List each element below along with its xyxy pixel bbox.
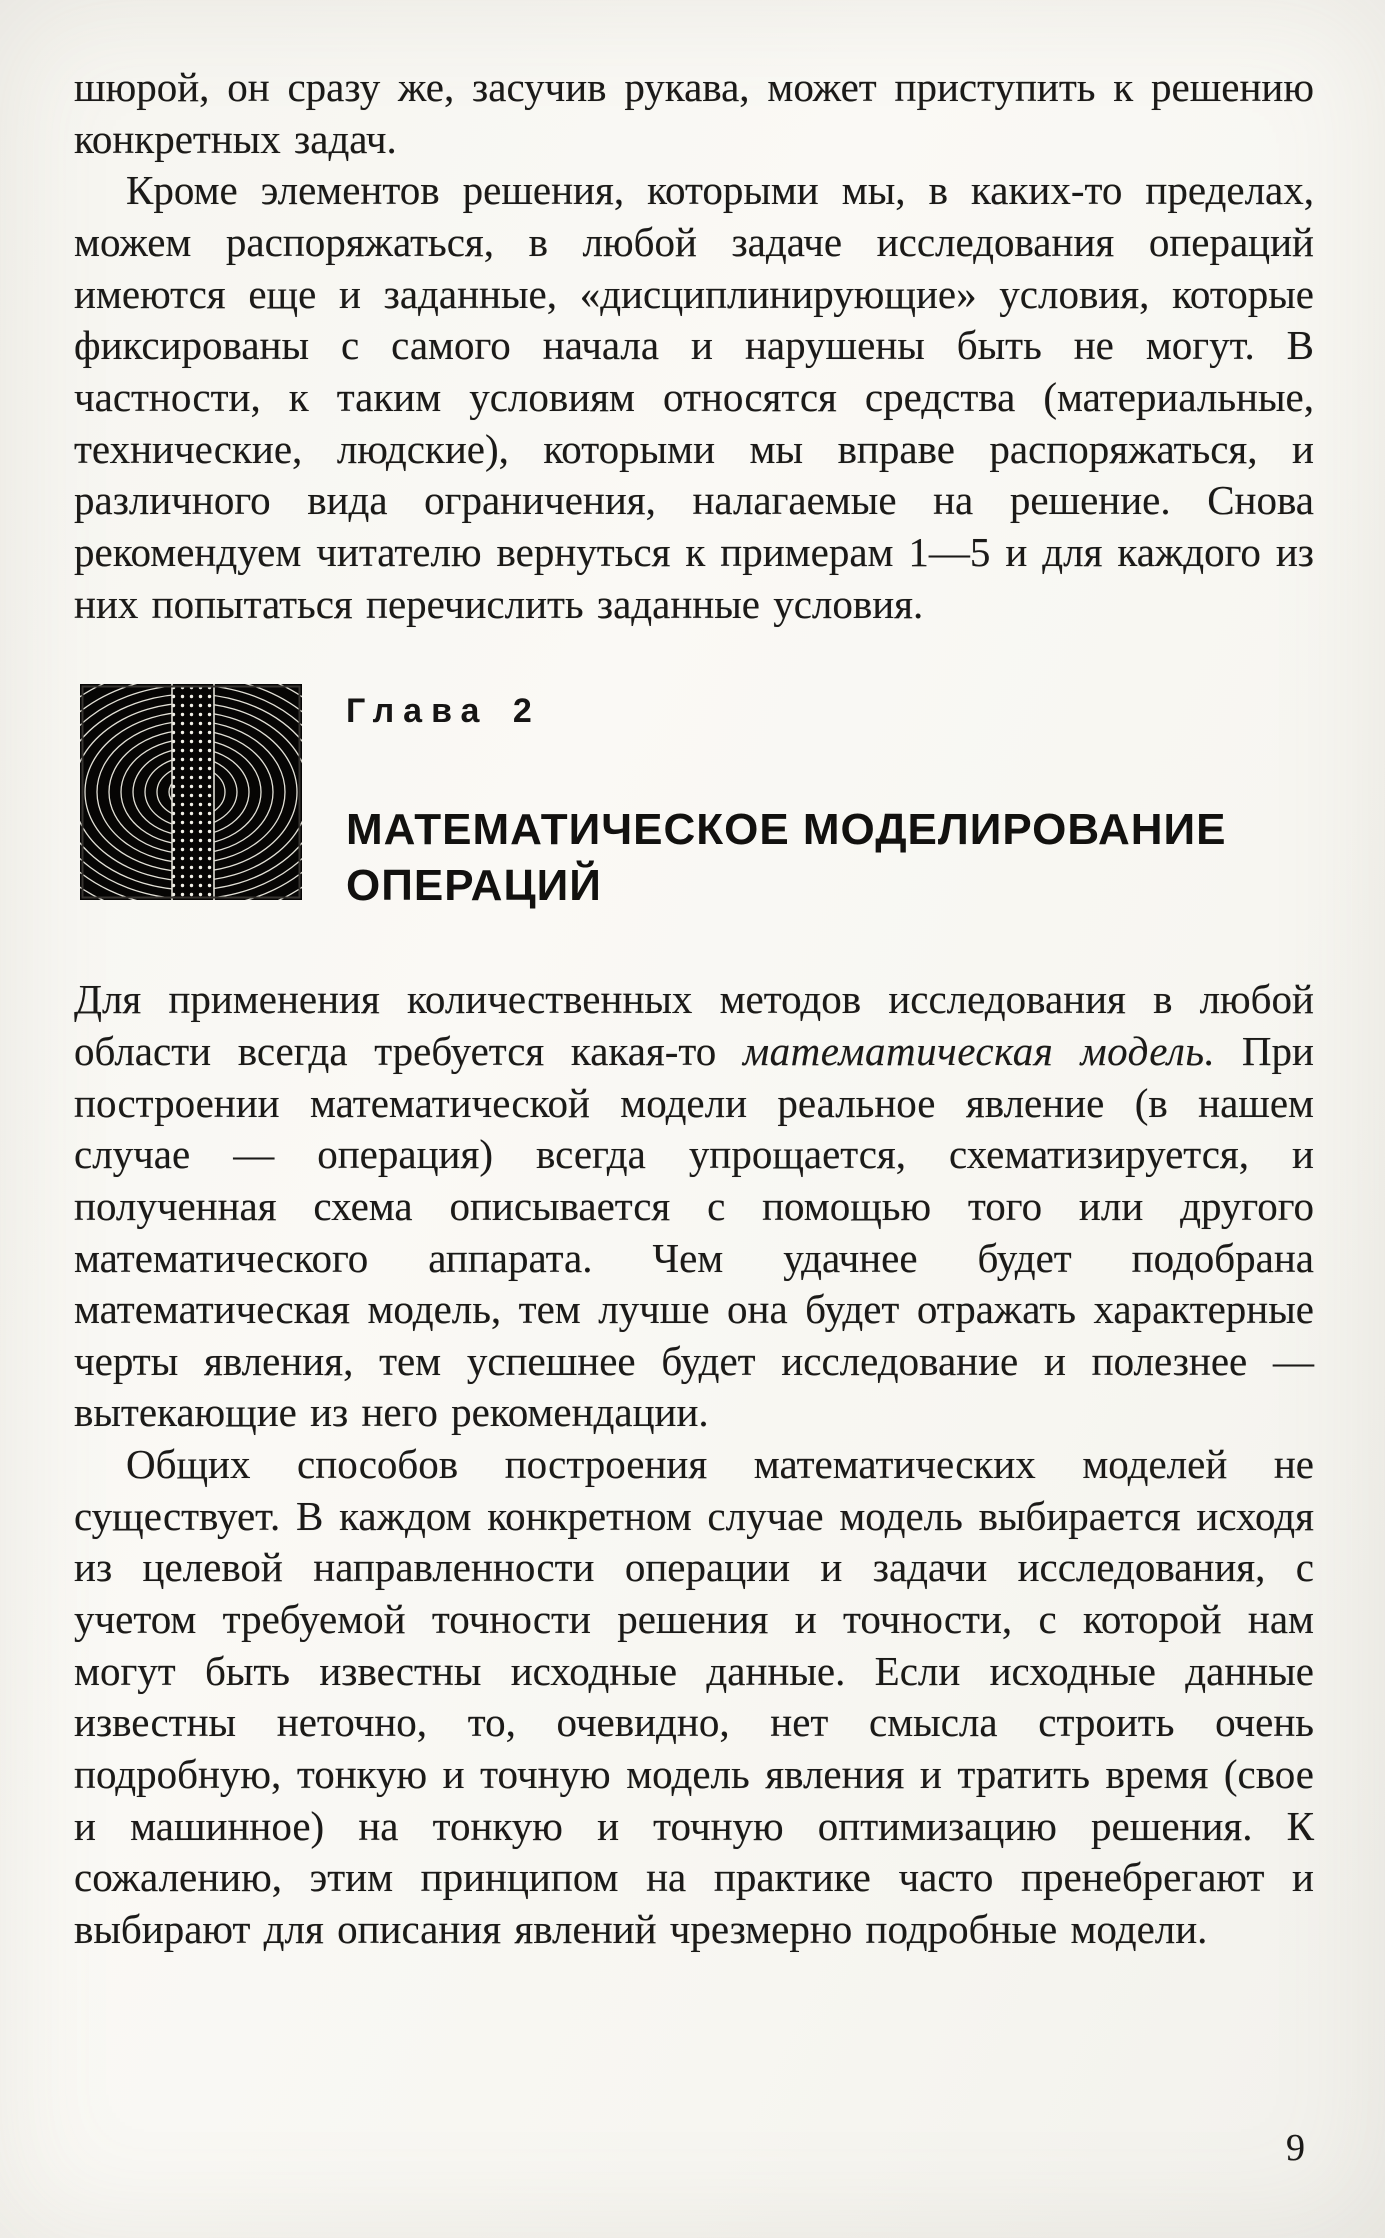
paragraph: Кроме элементов решения, которыми мы, в каких-то пределах, можем распоряжаться, в любой задаче исследования операций имеются еще и заданные, «дисциплинирующие» условия, которые фиксированы с самого начала и нарушены быть не могут. В частности, к таким условиям относятся средства (материальные, технические, людские), которыми мы вправе распоряжаться, и различного вида ограничения, налагаемые на решение. Снова рекомендуем читателю вернуться к примерам 1—5 и для каждого из них попытаться перечислить заданные условия. (74, 167, 1314, 627)
italic-term: математическая модель. (742, 1027, 1216, 1074)
chapter-label: Глава 2 (346, 692, 541, 731)
chapter-text (346, 684, 1306, 914)
paragraph: Общих способов построения математических моделей не существует. В каждом конкретном случае модель выбирается исходя из целевой направленности операции и задачи исследования, с учетом требуемой точности решения и точности, с которой нам могут быть известны исходные данные. Если исходные данные известны неточно, то, очевидно, нет смысла строить очень подробную, тонкую и точную модель явления и тратить время (свое и машинное) на тонкую и точную оптимизацию решения. К сожалению, этим принципом на практике часто пренебрегают и выбирают для описания явлений чрезмерно подробные модели. (74, 1441, 1314, 1953)
chapter-heading (80, 684, 1314, 914)
text-block (74, 62, 1314, 1956)
paragraph-text: Для применения количественных методов исследования в любой области всегда требуется какая-то (74, 976, 1314, 1074)
chapter-title: МАТЕМАТИЧЕСКОЕ МОДЕЛИРОВАНИЕ ОПЕРАЦИЙ (346, 804, 1227, 910)
paragraph-text: При построении математической модели реальное явление (в нашем случае — операция) всегда упрощается, схематизируется, и полученная схема описывается с помощью того или другого математического аппарата. Чем удачнее будет подобрана математическая модель, тем лучше она будет отражать характерные черты явления, тем успешнее будет исследование и полезнее — вытекающие из него рекомендации. (74, 1027, 1314, 1436)
page-number: 9 (1286, 2127, 1305, 2169)
chapter-ornament-image (80, 684, 302, 900)
paragraph (74, 974, 1314, 1439)
paragraph-continuation: шюрой, он сразу же, засучив рукава, может приступить к решению конкретных задач. (74, 64, 1314, 162)
